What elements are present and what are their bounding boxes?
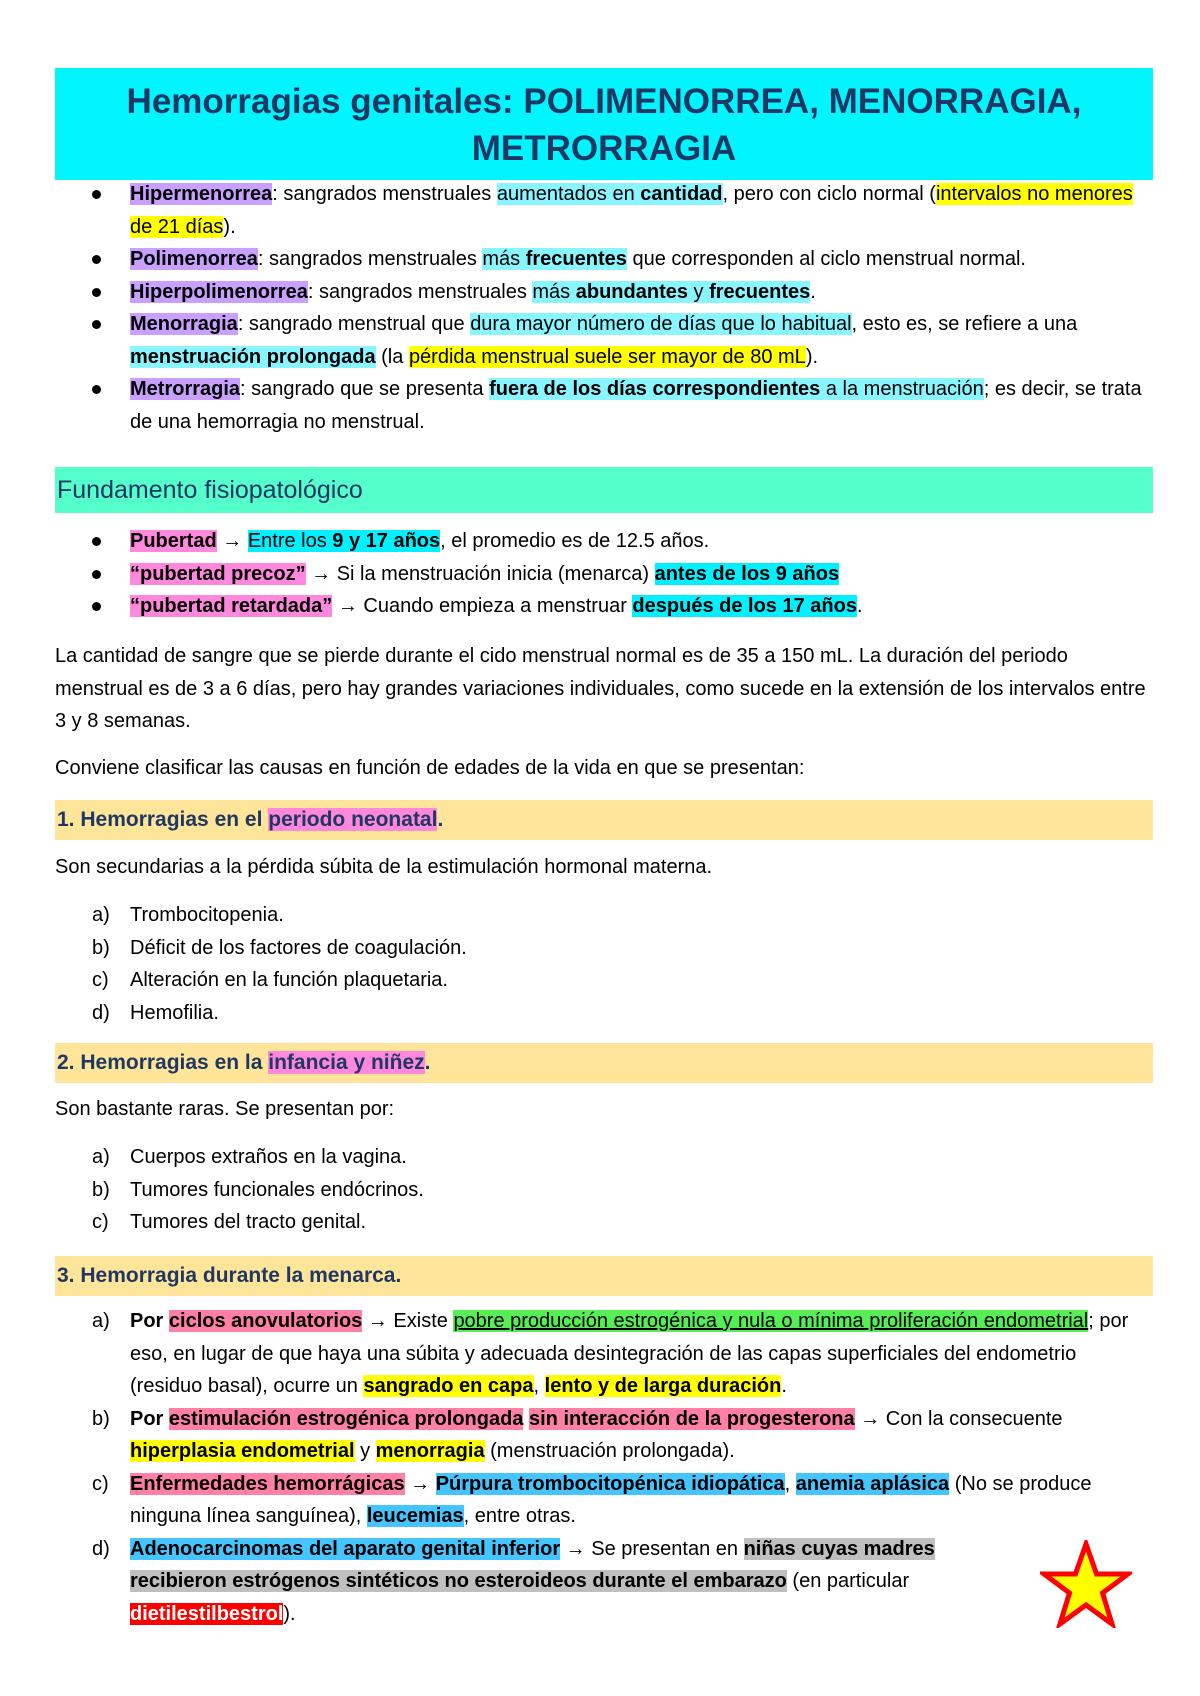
text: : sangrado menstrual que [237,313,471,335]
highlight: Enfermedades hemorrágicas [130,1472,405,1495]
section-1-intro: Son secundarias a la pérdida súbita de la estimulación hormonal materna. [55,856,713,878]
list-item [55,932,1155,965]
list-item [55,997,1155,1030]
highlight [532,281,810,303]
text: . [810,280,816,303]
list-item [55,964,1155,997]
highlight: hiperplasia endometrial [130,1440,355,1462]
text: y [354,1440,376,1462]
text: . [781,1375,787,1397]
list-item [55,899,1155,932]
text: ). [223,215,236,238]
list-item-hiperpolimenorrea [55,276,1155,309]
list-marker: c) [92,1472,109,1495]
list-item-metrorragia [55,373,1155,438]
text: 9 y 17 años [332,530,441,552]
list-item [55,1174,1155,1207]
section-heading-2 [55,1043,1153,1083]
highlight: niñas cuyas madres recibieron estrógenos sintéticos no esteroideos durante el embarazo [130,1537,935,1592]
heading-highlight: periodo neonatal [268,808,438,831]
text: aumentados en [496,183,641,205]
highlight: menorragia [375,1440,485,1462]
text: más [482,248,526,270]
title-line-1: Hemorragias genitales: POLIMENORREA, MENORRAGIA, [126,82,1082,121]
text: : sangrados menstruales [257,248,483,270]
list-item-menorragia [55,308,1155,373]
list-item-pubertad-precoz [55,558,1155,591]
text: → [404,1472,436,1495]
text: , [533,1375,545,1397]
text: Entre los [247,530,333,552]
highlight: sin interacción de la progesterona [529,1407,855,1430]
star-shape [1044,1544,1128,1624]
highlight: ciclos anovulatorios [168,1310,363,1332]
text: , esto es, se refiere a una [851,313,1078,335]
text: y [687,280,710,303]
list-item [55,1141,1155,1174]
term-menorragia: Menorragia [130,313,238,335]
highlight [497,183,723,205]
term-polimenorrea: Polimenorrea [130,248,258,270]
term-hipermenorrea: Hipermenorrea [130,183,273,205]
list-item-pubertad [55,525,1155,558]
heading-text: 2. Hemorragias en la [57,1051,269,1074]
text: (en particular [786,1570,910,1592]
bullet-icon [92,385,101,394]
bullet-icon [92,288,101,297]
pubertad-list [55,525,1155,623]
list-item-anovulatorios [55,1305,1135,1403]
section-heading-3 [55,1256,1153,1296]
text: Por [130,1407,169,1430]
text: → Se presentan en [560,1537,744,1560]
highlight: dietilestilbestrol [130,1602,284,1625]
text: Cuerpos extraños en la vagina. [130,1146,407,1168]
highlight: anemia aplásica [795,1472,950,1495]
text: que corresponden al ciclo menstrual normal. [626,248,1026,270]
text: → Cuando empieza a menstruar [332,595,633,617]
list-marker: d) [92,1537,110,1560]
text: ; es decir, se trata de una hemorragia no menstrual. [130,378,1142,433]
list-marker: a) [92,904,110,926]
section-heading-fundamento [55,467,1153,513]
highlight: leucemias [366,1505,464,1527]
text: ). [805,345,819,368]
title-banner [55,68,1153,180]
highlight: después de los 17 años [632,595,857,617]
bullet-icon [92,570,101,579]
list-marker: c) [92,969,109,991]
text: Por [130,1310,169,1332]
list-marker: b) [92,1407,110,1430]
list-item-enfermedades [55,1468,1135,1533]
highlight: sangrado en capa [363,1375,534,1397]
heading-text: . [424,1051,431,1074]
text: (la [375,345,409,368]
list-item [55,1206,1155,1239]
bullet-icon [92,320,101,329]
text: (No se produce ninguna línea sanguínea), [130,1472,1092,1527]
text: Déficit de los factores de coagulación. [130,936,467,959]
list-marker: b) [92,1178,110,1201]
arrow-icon: → [216,530,248,552]
text: Hemofilia. [130,1001,219,1024]
list-item-polimenorrea [55,243,1155,276]
term-hiperpolimenorrea: Hiperpolimenorrea [130,280,308,303]
bullet-icon [92,190,101,199]
text: , entre otras. [463,1505,576,1527]
list-marker: a) [92,1146,110,1168]
text: Alteración en la función plaquetaria. [130,969,448,991]
text: , el promedio es de 12.5 años. [440,530,710,552]
highlight: pobre producción estrogénica y nula o mínima proliferación endometrial [453,1310,1089,1332]
text: : sangrados menstruales [307,280,533,303]
text: Tumores funcionales endócrinos. [130,1178,424,1201]
highlight: pérdida menstrual suele ser mayor de 80 mL [408,345,806,368]
text: : sangrados menstruales [272,183,497,205]
text: → Existe [362,1310,454,1332]
page-title [55,78,1153,172]
definitions-list [55,178,1155,438]
list-item-estimulacion [55,1403,1135,1468]
term-pubertad-retardada: “pubertad retardada” [130,595,333,617]
term-pubertad: Pubertad [130,530,217,552]
highlight: dura mayor número de días que lo habitual [470,313,852,335]
term-metrorragia: Metrorragia [130,378,241,400]
text: Trombocitopenia. [130,904,284,926]
text: frecuentes [525,248,627,270]
text: , [784,1472,796,1495]
heading-highlight: infancia y niñez [268,1051,425,1074]
paragraph-classification: Conviene clasificar las causas en función de edades de la vida en que se presentan: [55,757,805,779]
text: fuera de los días correspondientes [489,378,821,400]
text: . [856,595,863,617]
list-marker: d) [92,1001,110,1024]
text: : sangrado que se presenta [240,378,490,400]
title-line-2: METRORRAGIA [471,129,737,168]
text: ; por eso, en lugar de que haya una súbita y adecuada desintegración de las capas superficiales del endometrio (residuo basal), ocurre un [130,1310,1129,1397]
highlight: lento y de larga duración [544,1375,782,1397]
section-heading-1 [55,800,1153,840]
highlight [489,378,984,400]
section-2-list [55,1141,1155,1239]
highlight: menstruación prolongada [130,345,376,368]
term-pubertad-precoz: “pubertad precoz” [130,562,306,585]
text: Tumores del tracto genital. [130,1211,367,1233]
highlight [482,248,627,270]
text: → Si la menstruación inicia (menarca) [305,562,655,585]
list-marker: b) [92,936,110,959]
bullet-icon [92,602,101,611]
heading-text: 1. Hemorragias en el [57,808,269,831]
text: → Con la consecuente [854,1407,1063,1430]
text: frecuentes [709,280,811,303]
section-2-intro: Son bastante raras. Se presentan por: [55,1098,395,1120]
list-item-hipermenorrea [55,178,1155,243]
section-1-list [55,899,1155,1029]
highlight: estimulación estrogénica prolongada [168,1407,524,1430]
section-3-list [55,1305,1135,1630]
highlight: antes de los 9 años [654,562,840,585]
list-marker: c) [92,1211,109,1233]
text: a la menstruación [820,378,984,400]
highlight: Púrpura trombocitopénica idiopática [435,1472,785,1495]
text: cantidad [640,183,723,205]
bullet-icon [92,537,101,546]
text: más [532,280,576,303]
list-item-pubertad-retardada [55,590,1155,623]
list-item-adenocarcinomas [55,1533,1135,1631]
heading-text: Fundamento fisiopatológico [57,476,363,504]
paragraph-blood-quantity: La cantidad de sangre que se pierde durante el cido menstrual normal es de 35 a 150 mL. La duración del periodo menstrual es de 3 a 6 días, pero hay grandes variaciones individuales, como sucede en la extensión de los intervalos entre 3 y 8 semanas. [55,645,1146,732]
highlight: Adenocarcinomas del aparato genital inferior [130,1537,561,1560]
star-icon [1040,1540,1132,1628]
list-marker: a) [92,1310,110,1332]
text: ). [283,1602,296,1625]
heading-text: 3. Hemorragia durante la menarca. [57,1264,402,1287]
highlight: intervalos no menores de 21 días [130,183,1133,238]
bullet-icon [92,255,101,264]
text: (menstruación prolongada). [484,1440,735,1462]
highlight [248,530,440,552]
heading-text: . [437,808,444,831]
text: abundantes [575,280,688,303]
text: , pero con ciclo normal ( [722,183,936,205]
